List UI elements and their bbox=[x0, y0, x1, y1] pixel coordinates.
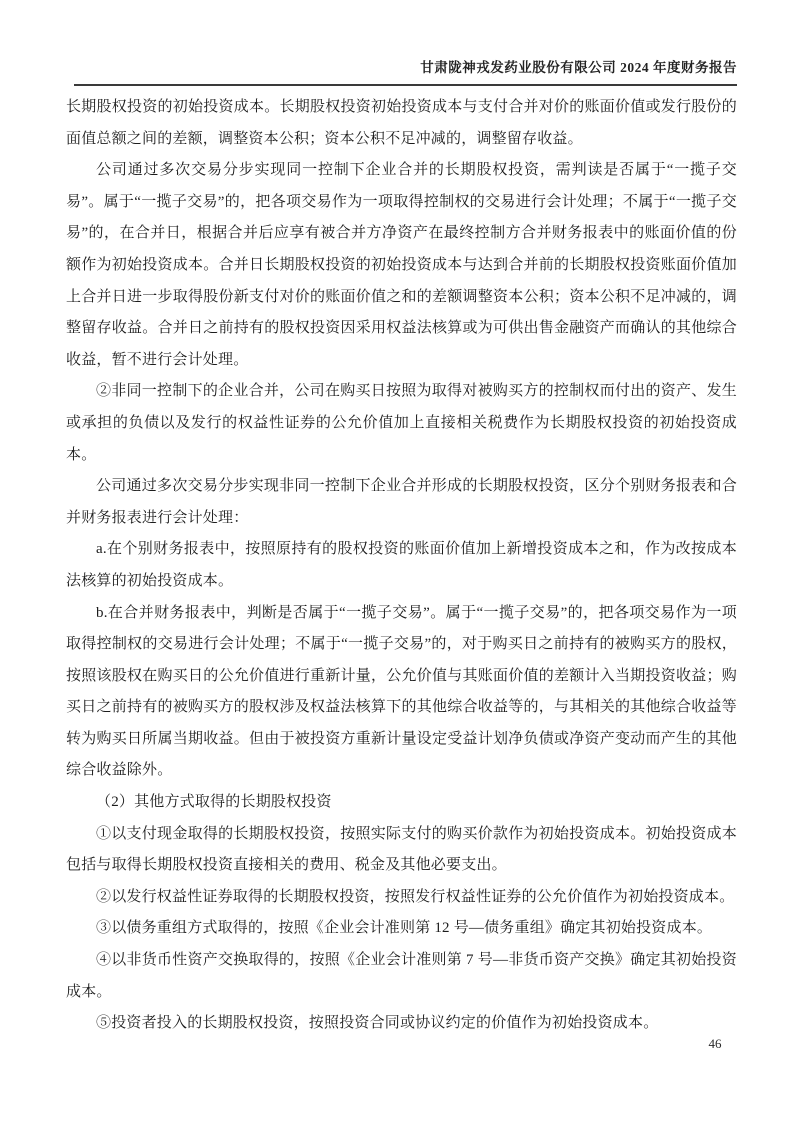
paragraph: ④以非货币性资产交换取得的，按照《企业会计准则第 7 号—非货币资产交换》确定其初始投资成本。 bbox=[66, 952, 737, 1000]
page-header bbox=[74, 56, 737, 86]
paragraph: a.在个别财务报表中，按照原持有的股权投资的账面价值加上新增投资成本之和，作为改按成本法核算的初始投资成本。 bbox=[66, 541, 737, 589]
paragraph: ③以债务重组方式取得的，按照《企业会计准则第 12 号—债务重组》确定其初始投资成本。 bbox=[96, 920, 713, 937]
paragraph: ⑤投资者投入的长期股权投资，按照投资合同或协议约定的价值作为初始投资成本。 bbox=[96, 1015, 659, 1032]
page-number: 46 bbox=[708, 1036, 722, 1051]
document-body bbox=[66, 92, 737, 1040]
paragraph: ①以支付现金取得的长期股权投资，按照实际支付的购买价款作为初始投资成本。初始投资成本包括与取得长期股权投资直接相关的费用、税金及其他必要支出。 bbox=[66, 825, 737, 874]
paragraph: ②非同一控制下的企业合并，公司在购买日按照为取得对被购买方的控制权而付出的资产、发生或承担的负债以及发行的权益性证券的公允价值加上直接相关税费作为长期股权投资的初始投资成本。 bbox=[66, 383, 737, 463]
paragraph: 公司通过多次交易分步实现非同一控制下企业合并形成的长期股权投资，区分个别财务报表和合并财务报表进行会计处理： bbox=[66, 478, 737, 526]
paragraph: b.在合并财务报表中，判断是否属于“一揽子交易”。属于“一揽子交易”的，把各项交易作为一项取得控制权的交易进行会计处理；不属于“一揽子交易”的，对于购买日之前持有的被购买方的股权，按照该股权在购买日的公允价值进行重新计量，公允价值与其账面价值的差额计入当期投资收益；购买日之前持有的被购买方的股权涉及权益法核算下的其他综合收益等的，与其相关的其他综合收益等转为购买日所属当期收益。但由于被投资方重新计量设定受益计划净负债或净资产变动而产生的其他综合收益除外。 bbox=[66, 604, 737, 779]
paragraph: ②以发行权益性证券取得的长期股权投资，按照发行权益性证券的公允价值作为初始投资成本。 bbox=[96, 888, 735, 905]
paragraph: 公司通过多次交易分步实现同一控制下企业合并的长期股权投资，需判读是否属于“一揽子交易”。属于“一揽子交易”的，把各项交易作为一项取得控制权的交易进行会计处理；不属于“一揽子交易”的，在合并日，根据合并后应享有被合并方净资产在最终控制方合并财务报表中的账面价值的份额作为初始投资成本。合并日长期股权投资的初始投资成本与达到合并前的长期股权投资账面价值加上合并日进一步取得股份新支付对价的账面价值之和的差额调整资本公积；资本公积不足冲减的，调整留存收益。合并日之前持有的股权投资因采用权益法核算或为可供出售金融资产而确认的其他综合收益，暂不进行会计处理。 bbox=[66, 162, 737, 368]
paragraph: （2）其他方式取得的长期股权投资 bbox=[96, 794, 332, 811]
header-title: 甘肃陇神戎发药业股份有限公司 2024 年度财务报告 bbox=[420, 60, 737, 75]
paragraph: 长期股权投资的初始投资成本。长期股权投资初始投资成本与支付合并对价的账面价值或发行股份的面值总额之间的差额，调整资本公积；资本公积不足冲减的，调整留存收益。 bbox=[66, 99, 737, 147]
